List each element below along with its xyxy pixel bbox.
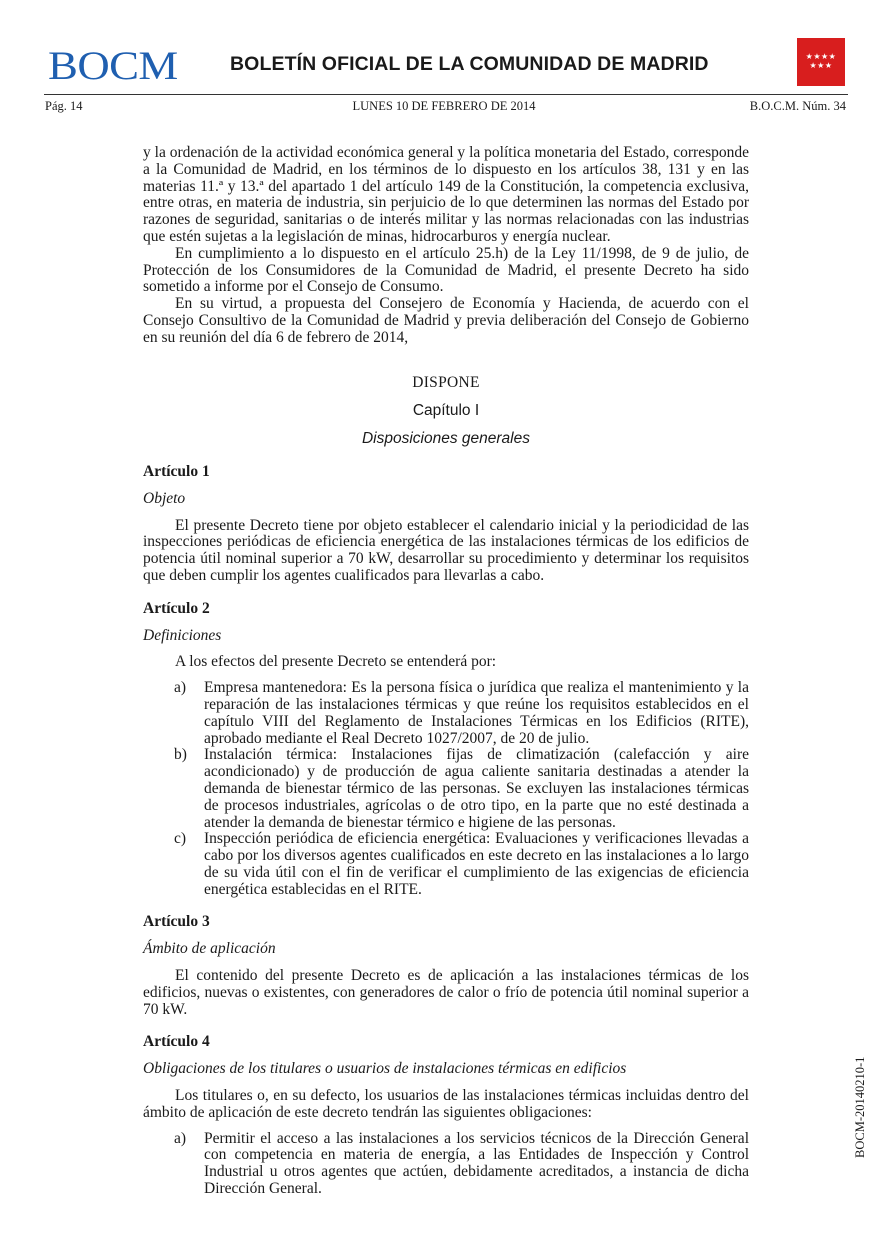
- list-item-text: Instalación térmica: Instalaciones fijas de climatización (calefacción y aire acondicionado) y de producción de agua caliente sanitaria destinadas a atender la demanda de bienestar térmico de las personas. Se excluyen las instalaciones térmicas de procesos industriales, agrícolas o de otro tipo, en la parte que no esté destinada a atender la demanda de bienestar térmico e higiene de las personas.: [204, 746, 749, 831]
- masthead: [48, 38, 848, 94]
- definitions-list: [143, 680, 749, 898]
- intro-paragraph: En cumplimiento a lo dispuesto en el artículo 25.h) de la Ley 11/1998, de 9 de julio, de Protección de los Consumidores de la Comunidad de Madrid, el presente Decreto ha sido sometido a informe por el Consejo de Consumo.: [143, 244, 749, 296]
- article-subtitle: Objeto: [143, 489, 186, 507]
- article-subtitle: Ámbito de aplicación: [143, 940, 276, 958]
- article-body: A los efectos del presente Decreto se entenderá por:: [175, 653, 497, 671]
- article-body: Los titulares o, en su defecto, los usuarios de las instalaciones térmicas incluidas dentro del ámbito de aplicación de este decreto tendrán las siguientes obligaciones:: [143, 1087, 749, 1121]
- intro-paragraph: y la ordenación de la actividad económica general y la política monetaria del Estado, corresponde a la Comunidad de Madrid, en los términos de lo dispuesto en los artículos 38, 131 y en las materias 11.ª y 13.ª del apartado 1 del artículo 149 de la Constitución, la competencia exclusiva, entre otras, en materia de industria, sin perjuicio de lo que determinen las normas del Estado por razones de seguridad, sanitarias o de interés militar y las normas relacionadas con las industrias que estén sujetas a la legislación de minas, hidrocarburos y energía nuclear.: [143, 144, 749, 245]
- article-title: Artículo 1: [143, 462, 210, 480]
- article-title: Artículo 3: [143, 913, 210, 931]
- list-item-text: Permitir el acceso a las instalaciones a los servicios técnicos de la Dirección General con competencia en materia de energía, a las Entidades de Inspección y Control Industrial u otros agentes que actúen, debidamente acreditados, a instancia de dicha Dirección General.: [204, 1129, 749, 1198]
- article-title: Artículo 4: [143, 1033, 210, 1051]
- bocm-logo: BOCM: [48, 43, 178, 88]
- issue-date: LUNES 10 DE FEBRERO DE 2014: [352, 99, 536, 113]
- list-item-text: Empresa mantenedora: Es la persona física o jurídica que realiza el mantenimiento y la reparación de las instalaciones térmicas y que reúne los requisitos establecidos en el capítulo VIII del Reglamento de Instalaciones Térmicas en los Edificios (RITE), aprobado mediante el Real Decreto 1027/2007, de 20 de julio.: [204, 679, 749, 747]
- intro-paragraph: En su virtud, a propuesta del Consejero de Economía y Hacienda, de acuerdo con el Consejo Consultivo de la Comunidad de Madrid y previa deliberación del Consejo de Gobierno en su reunión del día 6 de febrero de 2014,: [143, 295, 749, 346]
- article-body: El contenido del presente Decreto es de aplicación a las instalaciones térmicas de los edificios, nuevas o existentes, con generadores de calor o frío de potencia útil nominal superior a 70 kW.: [143, 967, 749, 1018]
- list-item: [143, 747, 749, 831]
- page-number: Pág. 14: [45, 99, 83, 113]
- chapter-title: Capítulo I: [412, 402, 480, 420]
- list-item: [143, 1131, 749, 1198]
- list-item-text: Inspección periódica de eficiencia energética: Evaluaciones y verificaciones llevadas a cabo por los diversos agentes cualificados en este decreto en las instalaciones a lo largo de su vida útil con el fin de verificar el cumplimiento de las exigencias de eficiencia energética establecidas en el RITE.: [204, 830, 749, 898]
- list-marker: a): [174, 1129, 187, 1147]
- document-body: [143, 145, 749, 1198]
- issue-number: B.O.C.M. Núm. 34: [749, 99, 846, 113]
- dispone-heading: DISPONE: [412, 373, 480, 391]
- flag-stars-icon: ★★★★ ★★★: [805, 52, 837, 70]
- article-subtitle: Obligaciones de los titulares o usuarios de instalaciones térmicas en edificios: [143, 1060, 627, 1078]
- chapter-subtitle: Disposiciones generales: [361, 430, 530, 448]
- article-subtitle: Definiciones: [143, 626, 222, 644]
- publication-title: BOLETÍN OFICIAL DE LA COMUNIDAD DE MADRID: [230, 53, 709, 75]
- list-item: [143, 680, 749, 747]
- document-id: BOCM-20140210-1: [853, 1056, 867, 1158]
- header-rule: [44, 94, 848, 95]
- list-marker: c): [174, 830, 187, 848]
- article-body: El presente Decreto tiene por objeto establecer el calendario inicial y la periodicidad de las inspecciones periódicas de eficiencia energética de las instalaciones térmicas de los edificios de potencia útil nominal superior a 70 kW, desarrollar su procedimiento y determinar los requisitos que deben cumplir los agentes cualificados para llevarlas a cabo.: [143, 516, 749, 584]
- madrid-flag-icon: [797, 38, 845, 86]
- list-marker: a): [174, 679, 187, 697]
- article-title: Artículo 2: [143, 599, 210, 617]
- obligations-list: [143, 1131, 749, 1198]
- list-item: [143, 831, 749, 898]
- list-marker: b): [174, 746, 187, 764]
